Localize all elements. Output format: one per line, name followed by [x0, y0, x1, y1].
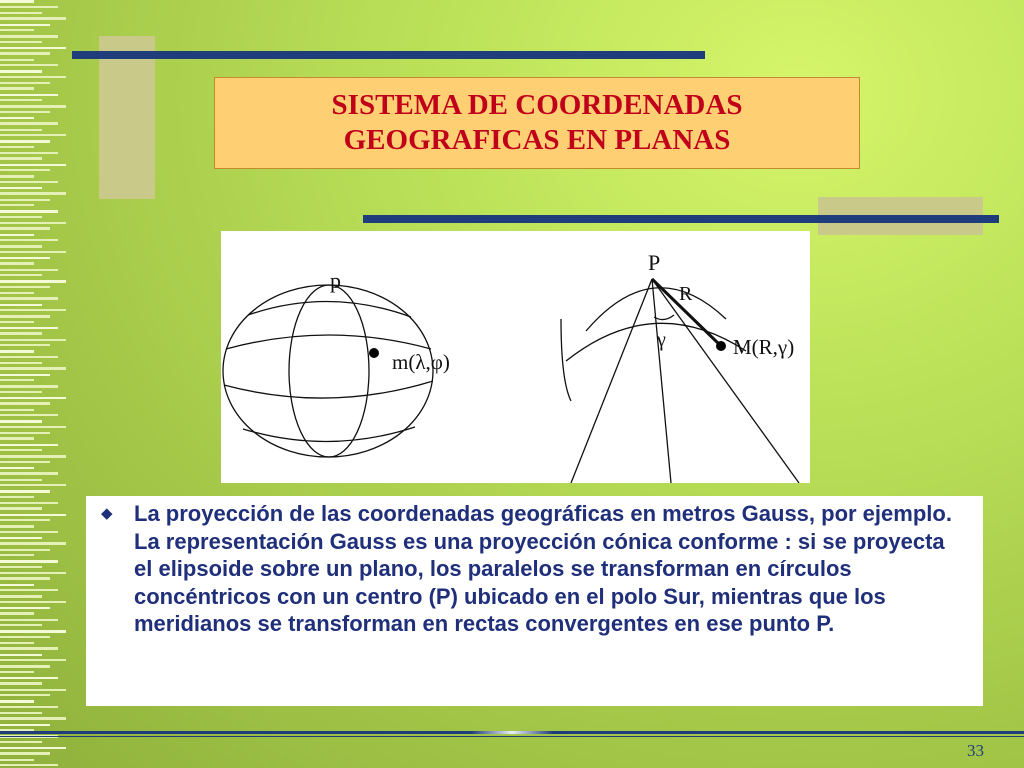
stripe — [0, 6, 58, 8]
stripe — [0, 717, 66, 720]
stripe — [0, 461, 50, 463]
stripe — [0, 29, 34, 31]
stripe — [0, 519, 50, 521]
slide-title: SISTEMA DE COORDENADAS GEOGRAFICAS EN PLANAS — [331, 89, 743, 156]
stripe — [0, 607, 50, 609]
stripe — [0, 12, 42, 14]
stripe — [0, 374, 50, 376]
stripe — [0, 472, 58, 475]
stripe — [0, 367, 66, 370]
parallel-4 — [243, 427, 415, 442]
stripe — [0, 647, 58, 650]
title-box — [214, 77, 860, 169]
parallel-2 — [226, 335, 431, 349]
body-paragraph: La proyección de las coordenadas geográficas en metros Gauss, por ejemplo. La representación Gauss es una proyección cónica conforme : si se proyecta el elipsoide sobre un plano, los paralelos se transforman en círculos concéntricos con un centro (P) ubicado en el polo Sur, mientras que los meridianos se transforman en rectas convergentes en ese punto P. — [134, 501, 952, 636]
stripe — [0, 339, 66, 341]
stripe — [0, 327, 58, 329]
stripe — [0, 362, 42, 364]
stripe — [0, 479, 42, 481]
projection-diagrams — [221, 231, 810, 483]
stripe — [0, 216, 42, 218]
meridian-line-right — [652, 279, 799, 483]
stripe — [0, 566, 42, 568]
projection-figure — [221, 231, 810, 483]
stripe — [0, 437, 34, 440]
ellipsoid-pole-label: p — [330, 268, 341, 293]
conic-point-marker — [716, 341, 726, 351]
conic-angle-label: γ — [657, 329, 666, 351]
stripe — [0, 321, 34, 323]
stripe — [0, 99, 42, 101]
stripe — [0, 449, 42, 451]
stripe — [0, 525, 34, 528]
stripe — [0, 24, 50, 26]
diamond-bullet-icon: ◆ — [101, 505, 113, 522]
stripe — [0, 152, 58, 154]
conic-radius-label: R — [679, 283, 693, 305]
stripe — [0, 689, 66, 691]
stripe — [0, 175, 34, 178]
stripe — [0, 239, 58, 241]
stripe — [0, 507, 42, 510]
stripe — [0, 612, 34, 615]
stripe — [0, 0, 34, 3]
stripe — [0, 257, 50, 259]
stripe — [0, 70, 42, 73]
stripe — [0, 210, 58, 213]
navy-bar-top — [72, 51, 705, 59]
bottom-rule — [0, 731, 1024, 734]
stripe — [0, 204, 34, 206]
stripe — [0, 47, 66, 49]
stripe — [0, 467, 34, 469]
stripe — [0, 659, 66, 661]
stripe — [0, 269, 58, 271]
stripe — [0, 759, 34, 761]
stripe — [0, 385, 58, 388]
stripe — [0, 35, 58, 38]
stripe — [0, 514, 66, 516]
stripe — [0, 117, 34, 119]
stripe — [0, 531, 58, 533]
stripe — [0, 304, 42, 306]
decorative-stripes — [0, 0, 72, 768]
stripe — [0, 700, 34, 703]
stripe — [0, 444, 58, 446]
conic-diagram — [561, 279, 799, 483]
stripe — [0, 584, 34, 586]
stripe — [0, 724, 50, 726]
stripe — [0, 747, 66, 749]
parallel-3 — [224, 381, 433, 398]
stripe — [0, 379, 34, 381]
stripe — [0, 332, 42, 335]
stripe — [0, 297, 58, 300]
stripe — [0, 694, 50, 696]
stripe — [0, 432, 50, 434]
stripe — [0, 356, 58, 358]
stripe — [0, 665, 50, 668]
stripe — [0, 572, 66, 574]
stripe — [0, 169, 50, 171]
stripe — [0, 549, 50, 551]
stripe — [0, 554, 34, 556]
stripe — [0, 94, 58, 96]
stripe — [0, 64, 58, 66]
stripe — [0, 164, 66, 166]
stripe — [0, 636, 50, 638]
stripe — [0, 234, 34, 236]
parallel-1 — [248, 301, 411, 317]
stripe — [0, 677, 58, 679]
stripe — [0, 420, 42, 423]
stripe — [0, 426, 66, 428]
stripe — [0, 286, 50, 288]
stripe — [0, 157, 42, 160]
stripe — [0, 630, 66, 633]
stripe — [0, 146, 34, 148]
stripe — [0, 111, 50, 113]
stripe — [0, 122, 58, 125]
stripe — [0, 409, 34, 411]
stripe — [0, 274, 42, 276]
central-meridian — [289, 285, 369, 457]
stripe — [0, 619, 58, 621]
stripe — [0, 87, 34, 90]
stripe — [0, 560, 58, 563]
stripe — [0, 227, 50, 230]
stripe — [0, 455, 66, 458]
stripe — [0, 595, 42, 598]
stripe — [0, 82, 50, 84]
stripe — [0, 654, 42, 656]
stripe — [0, 537, 42, 539]
stripe — [0, 309, 66, 311]
stripe — [0, 17, 66, 20]
ellipsoid-point-label: m(λ,φ) — [392, 350, 450, 374]
ellipsoid-point-marker — [369, 348, 379, 358]
stripe — [0, 642, 34, 644]
stripe — [0, 502, 58, 504]
stripe — [0, 496, 34, 498]
stripe — [0, 315, 50, 318]
stripe — [0, 624, 42, 626]
stripe — [0, 741, 42, 743]
stripe — [0, 192, 66, 195]
concentric-arc-3 — [561, 319, 571, 401]
stripe — [0, 251, 66, 253]
stripe — [0, 350, 34, 353]
stripe — [0, 402, 50, 405]
bottom-rule-thin — [0, 736, 1024, 737]
stripe — [0, 245, 42, 248]
meridian-line-left — [571, 279, 652, 483]
stripe — [0, 52, 50, 55]
page-number: 33 — [967, 741, 984, 760]
stripe — [0, 76, 66, 78]
stripe — [0, 187, 42, 189]
stripe — [0, 706, 58, 708]
conic-pole-label: P — [648, 250, 661, 275]
stripe — [0, 199, 50, 201]
stripe — [0, 105, 66, 108]
stripe — [0, 344, 50, 346]
stripe — [0, 712, 42, 714]
stripe — [0, 589, 58, 591]
stripe — [0, 391, 42, 393]
stripe — [0, 490, 50, 493]
stripe — [0, 764, 58, 766]
khaki-block-top — [99, 36, 155, 199]
stripe — [0, 484, 66, 486]
stripe — [0, 222, 66, 224]
stripe — [0, 181, 58, 183]
angle-arc — [654, 315, 674, 320]
stripe — [0, 292, 34, 294]
stripe — [0, 577, 50, 580]
stripe — [0, 542, 66, 545]
conic-point-label: M(R,γ) — [733, 335, 795, 359]
stripe — [0, 262, 34, 265]
stripe — [0, 671, 34, 673]
stripe — [0, 41, 42, 43]
stripe — [0, 752, 50, 755]
stripe — [0, 134, 66, 136]
stripe — [0, 59, 34, 61]
navy-bar-middle — [363, 215, 999, 223]
meridian-line-center — [652, 279, 671, 483]
stripe — [0, 682, 42, 685]
stripe — [0, 601, 66, 603]
stripe — [0, 280, 66, 283]
stripe — [0, 414, 58, 416]
stripe — [0, 129, 42, 131]
stripe — [0, 140, 50, 143]
stripe — [0, 397, 66, 399]
